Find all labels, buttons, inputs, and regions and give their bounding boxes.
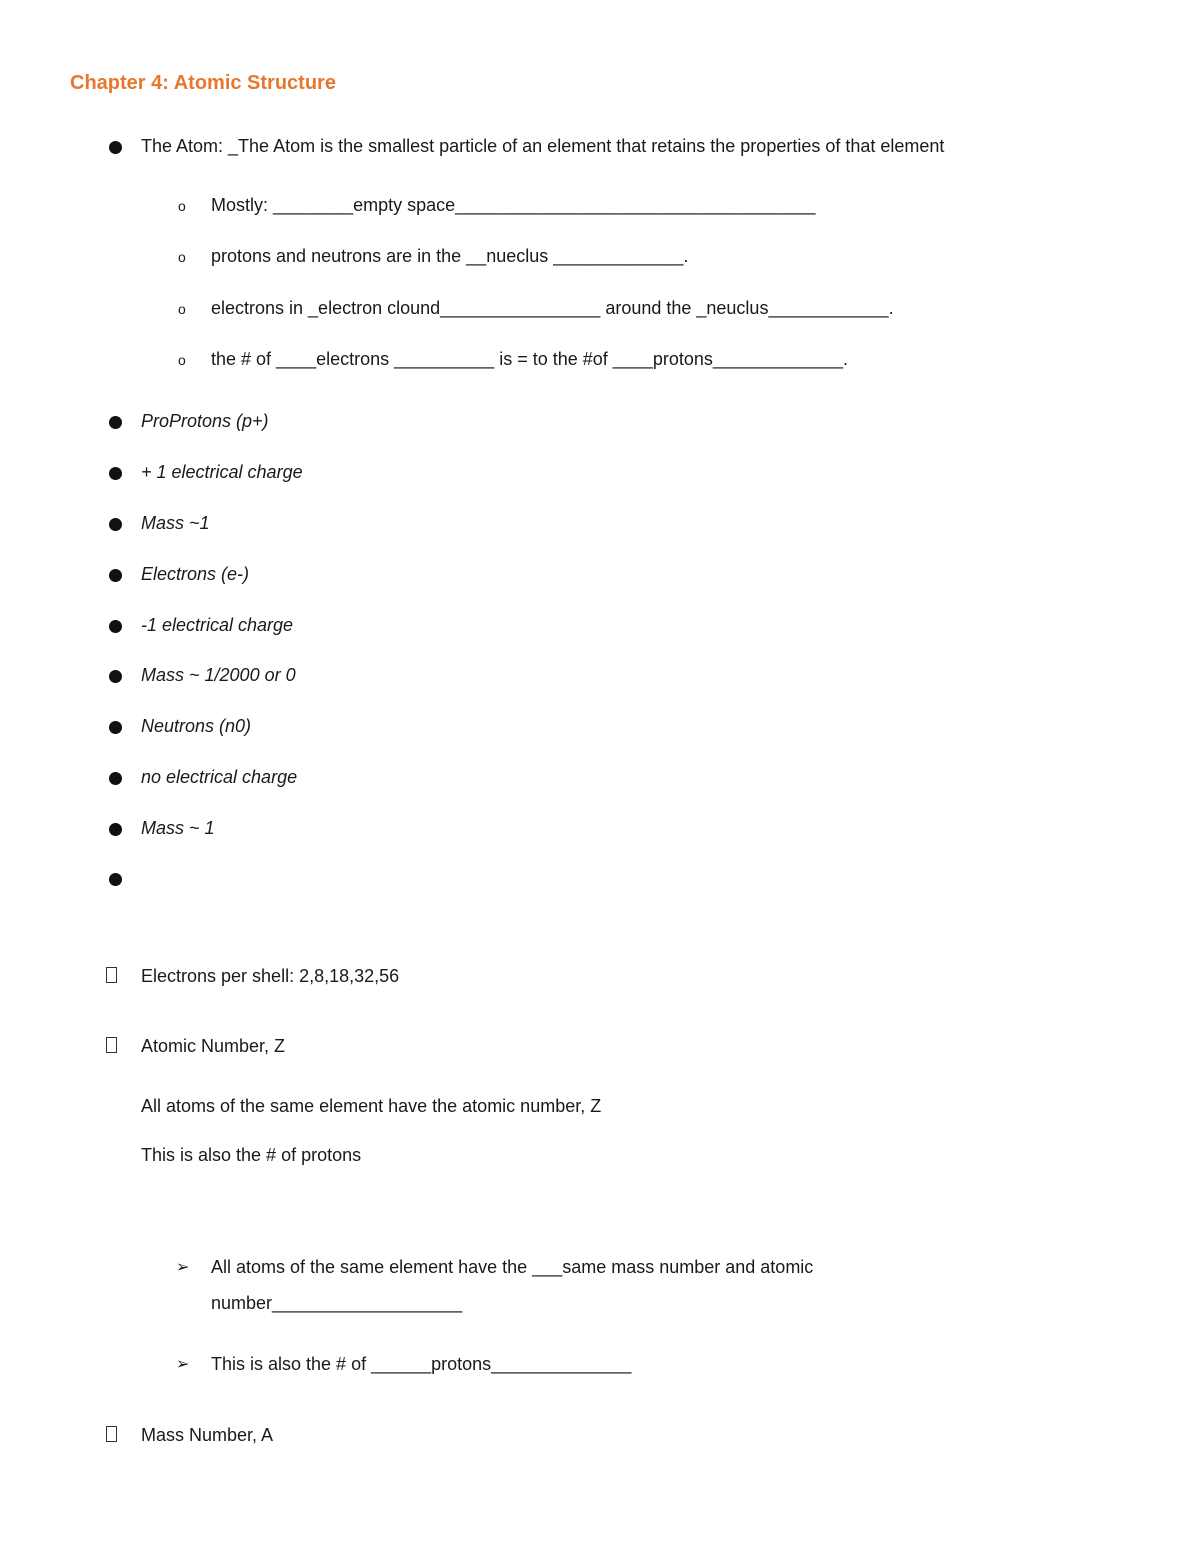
checkbox-glyph-icon [106, 967, 117, 983]
sub-bullet: o [178, 301, 186, 317]
shell-line: Electrons per shell: 2,8,18,32,56 [141, 966, 400, 986]
bullet-dot [109, 416, 122, 429]
mass-number-heading: Mass Number, A [141, 1425, 274, 1445]
arrow-item: All atoms of the same element have the ___same mass number and atomic [211, 1257, 814, 1277]
checkbox-glyph-icon [106, 1037, 117, 1053]
arrow-bullet-icon: ➢ [176, 1259, 190, 1276]
arrow-bullet-icon: ➢ [176, 1356, 190, 1373]
bullet-dot [109, 873, 122, 886]
atom-sub-item: Mostly: ________empty space____________________________________ [211, 195, 816, 215]
sub-bullet: o [178, 198, 186, 214]
particle-item: ProProtons (p+) [141, 411, 269, 431]
particle-item: + 1 electrical charge [141, 462, 303, 482]
arrow-item-continuation: number___________________ [211, 1293, 463, 1313]
atom-sub-item: protons and neutrons are in the __nueclus _____________. [211, 246, 689, 266]
particle-item: Electrons (e-) [141, 564, 250, 584]
particle-item: Mass ~ 1 [141, 818, 215, 838]
bullet-dot [109, 823, 122, 836]
bullet-dot [109, 518, 122, 531]
sub-bullet: o [178, 249, 186, 265]
atom-definition: The Atom: _The Atom is the smallest particle of an element that retains the properties of that element [141, 136, 945, 156]
bullet-dot [109, 772, 122, 785]
particle-item: Mass ~ 1/2000 or 0 [141, 665, 296, 685]
bullet-dot [109, 141, 122, 154]
checkbox-glyph-icon [106, 1426, 117, 1442]
bullet-dot [109, 467, 122, 480]
atomic-number-heading: Atomic Number, Z [141, 1036, 286, 1056]
bullet-dot [109, 721, 122, 734]
particle-item: no electrical charge [141, 767, 298, 787]
bullet-dot [109, 569, 122, 582]
particle-item: Neutrons (n0) [141, 716, 252, 736]
page-title: Chapter 4: Atomic Structure [70, 72, 336, 94]
atom-sub-item: electrons in _electron clound________________ around the _neuclus____________. [211, 298, 894, 318]
atomic-number-line: This is also the # of protons [141, 1145, 362, 1165]
bullet-dot [109, 620, 122, 633]
arrow-item: This is also the # of ______protons______________ [211, 1354, 632, 1374]
atomic-number-line: All atoms of the same element have the atomic number, Z [141, 1096, 602, 1116]
bullet-dot [109, 670, 122, 683]
particle-item: Mass ~1 [141, 513, 210, 533]
atom-sub-item: the # of ____electrons __________ is = to the #of ____protons_____________. [211, 349, 849, 369]
particle-item: -1 electrical charge [141, 615, 294, 635]
sub-bullet: o [178, 352, 186, 368]
